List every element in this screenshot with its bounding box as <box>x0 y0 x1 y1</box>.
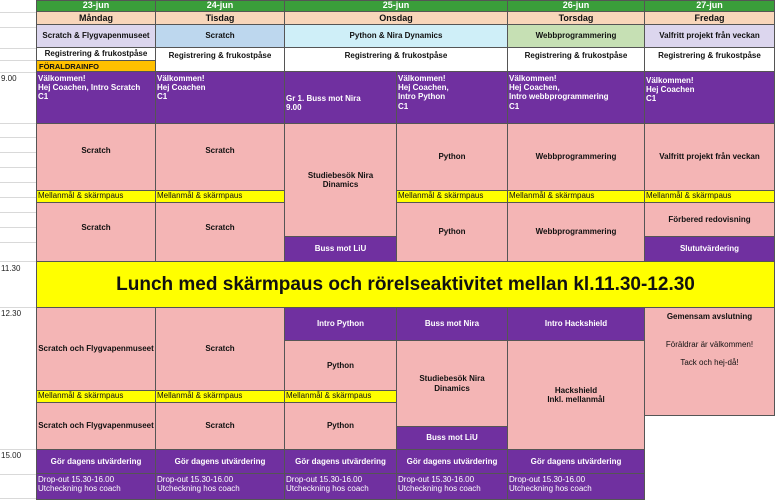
dropout-time: Drop-out 15.30-16.00 <box>509 475 586 484</box>
day-monday: Måndag <box>36 11 156 25</box>
welcome-line: C1 <box>398 101 409 111</box>
dropout-wed-g1 <box>284 473 397 500</box>
snack-break-wed-pm: Mellanmål & skärmpaus <box>284 390 397 403</box>
welcome-line: Välkommen! <box>38 74 86 83</box>
session-python-wed-1: Python <box>396 123 508 191</box>
hackshield-subtitle: Inkl. mellanmål <box>547 395 605 404</box>
bus-to-nira-group2: Buss mot Nira <box>396 307 508 341</box>
gridline <box>0 307 36 308</box>
session-python-wed-4: Python <box>284 402 397 450</box>
session-hackshield <box>507 340 645 450</box>
dropout-tue <box>155 473 285 500</box>
theme-monday: Scratch & Flygvapenmuseet <box>36 24 156 48</box>
session-closing-friday <box>644 307 775 416</box>
time-label-1230: 12.30 <box>1 309 22 318</box>
theme-friday: Valfritt projekt från veckan <box>644 24 775 48</box>
snack-break-mon-pm: Mellanmål & skärmpaus <box>36 390 156 403</box>
snack-break-thu: Mellanmål & skärmpaus <box>507 190 645 203</box>
dropout-checkout: Utcheckning hos coach <box>509 484 592 494</box>
session-nira-visit-wed-pm: Studiebesök Nira Dinamics <box>396 340 508 427</box>
session-web-thu-1: Webbprogrammering <box>507 123 645 191</box>
gridline <box>0 474 36 475</box>
dropout-checkout: Utcheckning hos coach <box>38 484 121 494</box>
welcome-monday <box>36 71 156 124</box>
gridline <box>0 123 36 124</box>
date-friday: 27-jun <box>644 0 775 12</box>
gridline <box>0 12 36 13</box>
gridline <box>0 498 36 499</box>
registration-friday: Registrering & frukostpåse <box>644 47 775 72</box>
session-scratch-tue-3: Scratch <box>155 307 285 391</box>
day-wednesday: Onsdag <box>284 11 508 25</box>
daily-evaluation-wed-g2: Gör dagens utvärdering <box>396 449 508 474</box>
day-tuesday: Tisdag <box>155 11 285 25</box>
dropout-checkout: Utcheckning hos coach <box>286 484 369 494</box>
welcome-line: Hej Coachen <box>646 85 695 95</box>
gridline <box>0 137 36 138</box>
welcome-line: Välkommen! <box>157 74 205 83</box>
dropout-checkout: Utcheckning hos coach <box>157 484 240 494</box>
registration-wednesday: Registrering & frukostpåse <box>284 47 508 72</box>
parent-info-badge: FÖRALDRAINFO <box>36 60 156 72</box>
session-prepare-presentation: Förbered redovisning <box>644 202 775 237</box>
welcome-thursday <box>507 71 645 124</box>
bus-group-label: Gr 1. Buss mot Nira <box>286 94 361 103</box>
bus-to-nira-group1 <box>284 71 397 124</box>
welcome-line: C1 <box>157 92 168 102</box>
welcome-tuesday <box>155 71 285 124</box>
bus-departure-time: 9.00 <box>286 103 302 113</box>
gridline <box>0 182 36 183</box>
snack-break-fri: Mellanmål & skärmpaus <box>644 190 775 203</box>
date-thursday: 26-jun <box>507 0 645 12</box>
session-intro-hackshield: Intro Hackshield <box>507 307 645 341</box>
gridline <box>0 60 36 61</box>
time-label-9: 9.00 <box>1 74 17 83</box>
session-scratch-tue-4: Scratch <box>155 402 285 450</box>
time-label-1130: 11.30 <box>1 264 21 273</box>
welcome-line: Intro webbprogrammering <box>509 92 609 102</box>
dropout-time: Drop-out 15.30-16.00 <box>38 475 115 484</box>
bus-to-liu-pm: Buss mot LiU <box>396 426 508 450</box>
daily-evaluation-mon: Gör dagens utvärdering <box>36 449 156 474</box>
daily-evaluation-tue: Gör dagens utvärdering <box>155 449 285 474</box>
snack-break-tue: Mellanmål & skärmpaus <box>155 190 285 203</box>
dropout-mon <box>36 473 156 500</box>
dropout-wed-g2 <box>396 473 508 500</box>
session-scratch-mon-1: Scratch <box>36 123 156 191</box>
gridline <box>0 261 36 262</box>
welcome-line: Hej Coachen, <box>509 83 560 93</box>
session-free-project-fri: Valfritt projekt från veckan <box>644 123 775 191</box>
welcome-friday <box>644 71 775 124</box>
registration-tuesday: Registrering & frukostpåse <box>155 47 285 72</box>
welcome-line: C1 <box>38 92 49 102</box>
welcome-line: Välkommen! <box>646 76 694 85</box>
welcome-line: Intro Python <box>398 92 446 102</box>
welcome-line: C1 <box>509 101 520 111</box>
date-tuesday: 24-jun <box>155 0 285 12</box>
day-thursday: Torsdag <box>507 11 645 25</box>
gridline <box>0 227 36 228</box>
gridline <box>0 167 36 168</box>
lunch-banner: Lunch med skärmpaus och rörelseaktivitet mellan kl.11.30-12.30 <box>36 261 775 308</box>
date-wednesday: 25-jun <box>284 0 508 12</box>
date-monday: 23-jun <box>36 0 156 12</box>
time-label-15: 15.00 <box>1 451 22 460</box>
welcome-line: Välkommen! <box>509 74 557 83</box>
session-nira-visit-wed: Studiebesök Nira Dinamics <box>284 123 397 237</box>
session-scratch-tue-1: Scratch <box>155 123 285 191</box>
closing-title: Gemensam avslutning <box>666 312 753 321</box>
gridline <box>0 242 36 243</box>
session-python-wed-3: Python <box>284 340 397 391</box>
session-scratch-mon-2: Scratch <box>36 202 156 262</box>
welcome-line: Hej Coachen, Intro Scratch <box>38 83 141 93</box>
dropout-thu <box>507 473 645 500</box>
theme-wednesday: Python & Nira Dynamics <box>284 24 508 48</box>
gridline <box>0 48 36 49</box>
theme-thursday: Webbprogrammering <box>507 24 645 48</box>
dropout-checkout: Utcheckning hos coach <box>398 484 481 494</box>
dropout-time: Drop-out 15.30-16.00 <box>157 475 234 484</box>
hackshield-title: Hackshield <box>554 385 598 395</box>
dropout-time: Drop-out 15.30-16.00 <box>286 475 363 484</box>
gridline <box>0 72 36 73</box>
daily-evaluation-thu: Gör dagens utvärdering <box>507 449 645 474</box>
welcome-line: Hej Coachen <box>157 83 206 93</box>
session-final-evaluation: Slututvärdering <box>644 236 775 262</box>
snack-break-tue-pm: Mellanmål & skärmpaus <box>155 390 285 403</box>
welcome-line: C1 <box>646 94 657 104</box>
welcome-wednesday <box>396 71 508 124</box>
session-web-thu-2: Webbprogrammering <box>507 202 645 262</box>
gridline <box>0 152 36 153</box>
gridline <box>0 449 36 450</box>
session-python-wed-2: Python <box>396 202 508 262</box>
theme-tuesday: Scratch <box>155 24 285 48</box>
gridline <box>0 212 36 213</box>
registration-thursday: Registrering & frukostpåse <box>507 47 645 72</box>
session-scratch-tue-2: Scratch <box>155 202 285 262</box>
session-scratch-museum-mon-2: Scratch och Flygvapenmuseet <box>36 402 156 450</box>
day-friday: Fredag <box>644 11 775 25</box>
registration-monday: Registrering & frukostpåse <box>36 47 156 61</box>
session-intro-python: Intro Python <box>284 307 397 341</box>
gridline <box>0 27 36 28</box>
welcome-line: Välkommen! <box>398 74 446 83</box>
snack-break-wed: Mellanmål & skärmpaus <box>396 190 508 203</box>
closing-thanks: Tack och hej-då! <box>680 358 739 368</box>
closing-parents-note: Föräldrar är välkommen! <box>665 340 754 350</box>
dropout-time: Drop-out 15.30-16.00 <box>398 475 475 484</box>
snack-break-mon: Mellanmål & skärmpaus <box>36 190 156 203</box>
welcome-line: Hej Coachen, <box>398 83 449 93</box>
bus-to-liu-am: Buss mot LiU <box>284 236 397 262</box>
gridline <box>0 197 36 198</box>
session-scratch-museum-mon-1: Scratch och Flygvapenmuseet <box>36 307 156 391</box>
daily-evaluation-wed-g1: Gör dagens utvärdering <box>284 449 397 474</box>
